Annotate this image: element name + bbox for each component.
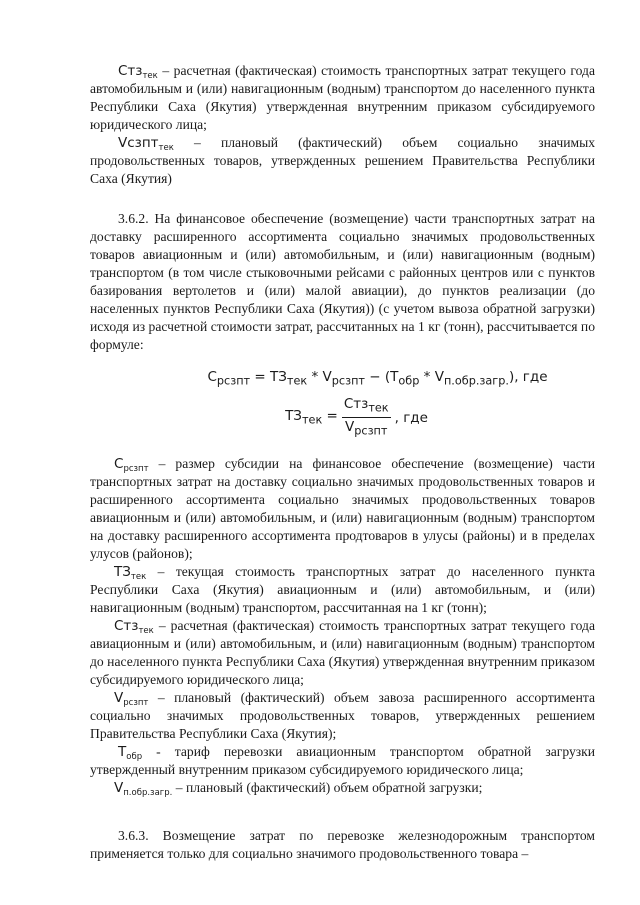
definition-stz-tek-top: Стз$_{тек}$ – расчетная (фактическая) стоимость транспортных затрат текущего года автомобильным и (или) навигационным (водным) транспортом до населенного пункта Республики Саха (Якутия) утвержденная внутренним приказом субсидируемого юридического лица; bbox=[90, 63, 595, 132]
definition-v-p-obr-zagr: $V_{п.обр.загр.}$ – плановый (фактический) объем обратной загрузки; bbox=[114, 780, 483, 799]
definition-stz-tek: Стз$_{тек}$ – расчетная (фактическая) стоимость транспортных затрат текущего года авиационным и (или) автомобильным, и (или) навигационным (водным) транспортом до населенного пункта Республики Саха (Якутия) утвержденная внутренним приказом субсидируемого юридического лица; bbox=[90, 618, 595, 688]
definition-c-rszpt: $C_{рсзпт}$ – размер субсидии на финансовое обеспечение (возмещение) части транспортных затрат на доставку социально значимых продовольственных товаров и расширенного ассортимента социально значимых продовольственных товаров авиационным и (или) автомобильным, и (или) навигационным (водным) транспортом на доставку расширенного ассортимента продтоваров в улусы (районы) и в пределах улусов (районов); bbox=[90, 456, 595, 562]
symbol: Стз$_{тек}$ bbox=[114, 618, 154, 637]
symbol: $C_{рсзпт}$ bbox=[114, 456, 149, 475]
formulas bbox=[90, 366, 595, 441]
definition-v-rszpt: $V_{рсзпт}$ – плановый (фактический) объем завоза расширенного ассортимента социально значимых продовольственных товаров, утвержденных решением Правительства Республики Саха (Якутия); bbox=[90, 690, 595, 742]
definition-t-obr: $T_{обр}$ - тариф перевозки авиационным транспортом обратной загрузки утвержденный внутренним приказом субсидируемого юридического лица; bbox=[90, 744, 595, 778]
symbol: $T_{обр}$ bbox=[118, 744, 143, 763]
definition-tz-tek: $ТЗ_{тек}$ – текущая стоимость транспортных затрат до населенного пункта Республики Саха (Якутия) авиационным и (или) автомобильным, и (или) навигационным (водным) транспортом, рассчитанная на 1 кг (тонн); bbox=[90, 564, 595, 616]
fraction-denominator: $V_{рсзпт}$ bbox=[345, 419, 388, 439]
formula-subsidy: $C_{рсзпт} = ТЗ_{тек} * V_{рсзпт} - (T_{обр} * V_{п.обр.загр.})$, где bbox=[207, 369, 548, 388]
fraction-numerator: Стз$_{тек}$ bbox=[342, 395, 391, 419]
document-page bbox=[90, 62, 595, 863]
fraction bbox=[342, 395, 391, 441]
symbol: $V_{рсзпт}$ bbox=[114, 690, 149, 709]
section-3-6-3: 3.6.3. Возмещение затрат по перевозке железнодорожным транспортом применяется только для социально значимого продовольственного товара – bbox=[90, 828, 595, 862]
symbol: Стз$_{тек}$ bbox=[118, 63, 158, 81]
definition-vszpt-tek: Vсзпт$_{тек}$ – плановый (фактический) объем социально значимых продовольственных товаров, утвержденных решением Правительства Республики Саха (Якутия) bbox=[90, 135, 595, 186]
symbol: Vсзпт$_{тек}$ bbox=[118, 135, 174, 153]
symbol: $ТЗ_{тек}$ bbox=[114, 564, 147, 583]
formula-tz-tek: $ТЗ_{тек}$ = $\frac{Стз_{тек}}{V_{рсзпт}}$ , где bbox=[90, 395, 595, 441]
symbol: $V_{п.обр.загр.}$ bbox=[114, 780, 173, 799]
section-3-6-2: 3.6.2. На финансовое обеспечение (возмещение) части транспортных затрат на доставку расширенного ассортимента социально значимых продовольственных товаров авиационным и (или) автомобильным, и (или) навигационным (водным) транспортом (в том числе стыковочными рейсами с районных центров или с пунктов базирования вертолетов и (или) малой авиации), до пунктов реализации (до населенных пунктов Республики Саха (Якутия)) (с учетом вывоза обратной загрузки) исходя из расчетной стоимости затрат, рассчитанных на 1 кг (тонн), рассчитывается по формуле: bbox=[90, 211, 595, 352]
